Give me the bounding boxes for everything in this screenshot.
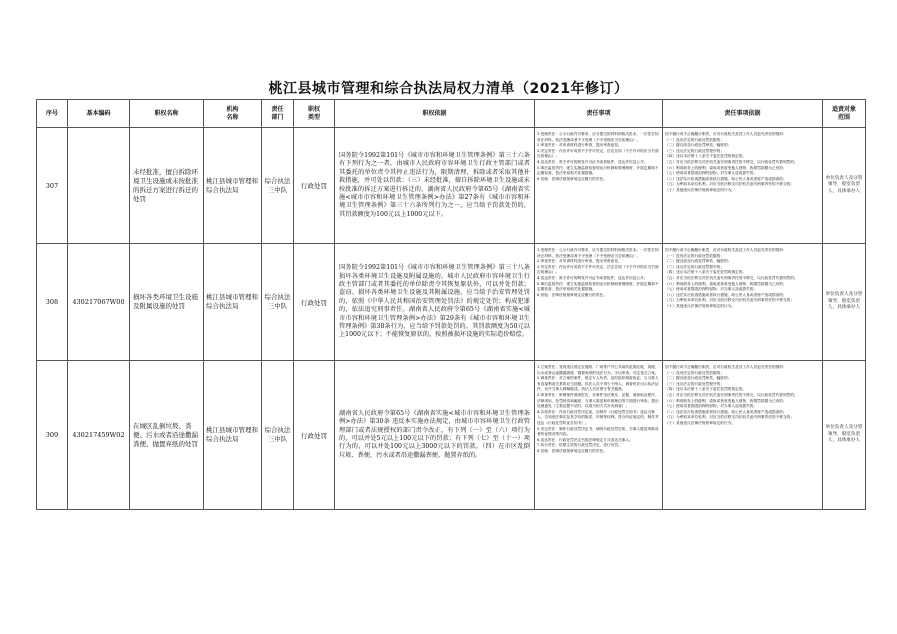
cell-obj: 单位负责人及分管领导，股室负责人，具体承办人 — [823, 361, 866, 510]
duty-basis-item: （八）违法实行检查措施或者执行措施，给公民人身或者财产造成损害的； — [665, 176, 787, 181]
duty-item: 6.送达责任：行政处罚决定书按法律规定方式送达当事人。 — [537, 437, 633, 442]
cell-seq: 309 — [37, 361, 68, 510]
duty-basis-item: （十）其他违反法律法规规章规定的行为。 — [665, 187, 736, 192]
cell-duty-basis — [663, 361, 823, 510]
duty-item: 8.其他：法律法规规章规定应履行的责任。 — [537, 448, 607, 453]
duty-basis-item: （五）对应当依法移交司法机关追究刑事责任的不移交，以行政处罚代替刑罚的； — [665, 159, 798, 164]
duty-basis-item: （九）为牟取本单位私利，对应当依法移交司法机关追究刑事责任的不移交的； — [665, 415, 795, 420]
cell-org: 桃江县城市管理和综合执法局 — [204, 128, 262, 244]
duty-basis-item: （三）违反法定的行政处罚程序的； — [665, 148, 724, 153]
cell-duty-basis — [663, 244, 823, 361]
duty-basis-item: （四）违反本法第十八条关于委托处罚的规定的。 — [665, 270, 747, 275]
duty-basis-item: （二）擅自改变行政处罚种类、幅度的； — [665, 376, 732, 381]
duty-basis-item: （二）擅自改变行政处罚种类、幅度的； — [665, 143, 732, 148]
duty-item: 7.执行责任：依照生效的行政处罚决定，进行处罚。 — [537, 443, 622, 448]
duty-item: 3.决定责任：作出许可或者不予许可决定，法定告知（不予许可的应当书面告知理由）。 — [537, 264, 659, 275]
duty-basis-item: 因不履行或不正确履行职责，应对行政机关及其工作人员追究责任的情形： — [665, 248, 787, 252]
duty-basis-item: （十）其他违反法律法规规章规定的行为。 — [665, 303, 736, 308]
cell-code: 430217459W02 — [68, 361, 130, 510]
cell-org: 桃江县城市管理和综合执法局 — [204, 244, 262, 361]
duty-item: 5.决定责任：制作行政处罚决定书，载明行政处罚告知、当事人陈述申辩或者听证情况等内容。 — [537, 426, 659, 437]
header-org: 机构 名称 — [204, 100, 262, 128]
header-code: 基本编码 — [68, 100, 130, 128]
duty-item: 6.其他：法律法规规章规定应履行的责任。 — [537, 292, 607, 297]
duty-basis-item: （一）没有法定的行政处罚依据的； — [665, 137, 724, 142]
duty-item: 3.决定责任：作出许可或者不予许可决定，法定告知（不予许可的应当书面告知理由）。 — [537, 148, 659, 159]
cell-name: 未经批准，擅自拆除环境卫生设施或未按批准的拆迁方案进行拆迁的处罚 — [130, 128, 204, 244]
duty-basis-item: （四）违反本法第十八条关于委托处罚的规定的。 — [665, 154, 747, 159]
cell-basis: 湖南省人民政府令第65号《湖南省实施<城市市容和环境卫生管理条例>办法》第30条 违反本实施办法规定，由城市市容环境卫生行政管理部门或者法规授权的部门责令改正，有下列（一）至（六）项行为的，可以并处5元以上100元以下的罚款；有下列（七）至（十一）项行为的，可以并处100元以上3000元以下的罚款。（四）在市区乱倒垃圾、粪便、污水或者沿途撒漏粪便、抛置弃纸的。 — [335, 361, 535, 510]
cell-unit: 综合执法三中队 — [262, 244, 294, 361]
duty-basis-item: （六）利用职务上的便利，索取或者收受他人财物、收缴罚款据为己有的； — [665, 165, 787, 170]
duty-item: 5.事后监管责任：建立实施监督检查的运行机制和管理制度，开展定期和不定期检查，依法采取相关处置措施。 — [537, 165, 659, 176]
duty-basis-item: （八）违法实行检查措施或者执行措施，给公民人身或者财产造成损害的； — [665, 292, 787, 297]
duty-item: 2.审查责任：对申请材料进行审查，提出审查意见。 — [537, 143, 622, 148]
duty-basis-item: （三）违反法定的行政处罚程序的； — [665, 264, 724, 269]
cell-obj: 单位负责人及分管领导，股室负责人，具体承办人 — [823, 128, 866, 244]
duty-basis-item: （六）利用职务上的便利，索取或者收受他人财物、收缴罚款据为己有的； — [665, 398, 787, 403]
header-seq: 序号 — [37, 100, 68, 128]
duty-basis-item: （一）没有法定的行政处罚依据的； — [665, 370, 724, 375]
duty-basis-item: （九）为牟取本单位私利，对应当依法移交司法机关追究刑事责任的不移交的； — [665, 182, 795, 187]
header-unit: 责任 部门 — [262, 100, 294, 128]
duty-basis-item: （四）违反本法第十八条关于委托处罚的规定的。 — [665, 387, 747, 392]
duty-item: 4.送达责任：准予许可的制发许可证书或者批件，送达并信息公开。 — [537, 275, 648, 280]
cell-code: 430217067W00 — [68, 244, 130, 361]
duty-basis-item: （五）对应当依法移交司法机关追究刑事责任的不移交，以行政处罚代替刑罚的； — [665, 392, 798, 397]
cell-duty — [535, 244, 663, 361]
cell-name: 在城区乱倒垃圾、粪便、污水或者沿途撒漏粪便、抛置弃纸的处罚 — [130, 361, 204, 510]
cell-code — [68, 128, 130, 244]
cell-basis: 国务院令1992第101号《城市市容和环境卫生管理条例》第三十八条 损坏各类环境卫生设施及附属设施的，城市人民政府市容环境卫生行政主管部门或者其委托的单位除责令其恢复原状外，可以并处罚款；盗窃、损坏各类环境卫生设施及其附属设施，应当给予治安管理处罚的，依照《中华人民共和国治安管理处罚法》的规定处罚；构成犯罪的，依法追究刑事责任。湖南省人民政府令第65号《湖南省实施<城市市容和环境卫生管理条例>办法》第29条有《城市市容和环境卫生管理条例》第38条行为，应当给予罚款处罚的，其罚款额度为50元以上1000元以下；不能恢复原状的，按照被损坏设施的实际造价赔偿。 — [335, 244, 535, 361]
cell-seq: 307 — [37, 128, 68, 244]
header-duty: 责任事项 — [535, 100, 663, 128]
duty-basis-item: （十）其他违反法律法规规章规定的行为。 — [665, 420, 736, 425]
header-duty-basis: 责任事项依据 — [663, 100, 823, 128]
duty-basis-item: 因不履行或不正确履行职责，应对行政机关及其工作人员追究责任的情形： — [665, 365, 787, 369]
cell-kind: 行政处罚 — [294, 244, 335, 361]
cell-seq: 308 — [37, 244, 68, 361]
cell-obj: 单位负责人及分管领导，股室负责人，具体承办人 — [823, 244, 866, 361]
duty-item: 4.送达责任：准予许可的制发许可证书或者批件，送达并信息公开。 — [537, 159, 648, 164]
duty-basis-item: （一）没有法定的行政处罚依据的； — [665, 253, 724, 258]
duty-item: 1.立案责任：发现违反规定在道路、广场等户外公共场所乱倒垃圾、粪便、污水或者沿途撒漏粪便、抛置弃纸的违法行为，予以审查，决定是否立案。 — [537, 365, 659, 375]
cell-kind: 行政处罚 — [294, 361, 335, 510]
cell-unit: 综合执法三中队 — [262, 361, 294, 510]
duty-basis-item: 因不履行或不正确履行职责，应对行政机关及其工作人员追究责任的情形： — [665, 132, 787, 136]
header-name: 职权名称 — [130, 100, 204, 128]
power-list-table — [36, 99, 866, 510]
duty-basis-item: （八）违法实行检查措施或者执行措施，给公民人身或者财产造成损害的； — [665, 409, 787, 414]
duty-basis-item: （九）为牟取本单位私利，对应当依法移交司法机关追究刑事责任的不移交的； — [665, 298, 795, 303]
cell-name: 损坏各类环境卫生设施及附属设施的处罚 — [130, 244, 204, 361]
cell-kind: 行政处罚 — [294, 128, 335, 244]
duty-item: 4.告知责任：作出行政处罚决定前，应制作《行政处罚告知书》送达当事人，告知违法事实及其享有的陈述、申辩等权利。符合听证规定的，制作并送达《行政处罚听证告知书》。 — [537, 409, 659, 425]
cell-org: 桃江县城市管理和综合执法局 — [204, 361, 262, 510]
duty-basis-item: （七）使用或者损毁扣押的财物，对当事人造成损失的； — [665, 404, 758, 409]
duty-item: 2.审查责任：对申请材料进行审查，提出审查意见。 — [537, 259, 622, 264]
cell-duty-basis — [663, 128, 823, 244]
table-row — [37, 128, 866, 244]
cell-unit: 综合执法三中队 — [262, 128, 294, 244]
duty-item: 1.受理责任：公示行政许可要求，应当提交的材料和格式范本，一次性告知补正材料，依法受理或者不予受理（不予受理应当告知理由）。 — [537, 248, 659, 258]
duty-item: 1.受理责任：公示行政许可要求，应当提交的材料和格式范本，一次性告知补正材料，依法受理或者不予受理（不予受理应当告知理由）。 — [537, 132, 659, 142]
cell-duty — [535, 128, 663, 244]
cell-basis: 国务院令1992第101号《城市市容和环境卫生管理条例》第三十六条有下列行为之一者，由城市人民政府市容环境卫生行政主管部门或者其委托的单位责令其停止违法行为，限期清理、拆除或者采取其他补救措施，并可处以罚款：（三）未经批准，擅自拆除环境卫生设施或未按批准的拆迁方案进行拆迁的。湖南省人民政府令第65号《湖南省实施<城市市容和环境卫生管理条例>办法》第27条有《城市市容和环境卫生管理条例》第三十六条所列行为之一，应当给予罚款处罚的，其罚款额度为100元以上1000元以下。 — [335, 128, 535, 244]
page-title: 桃江县城市管理和综合执法局权力清单（2021年修订） — [268, 81, 629, 97]
cell-duty — [535, 361, 663, 510]
header-obj: 追责对象 范围 — [823, 100, 866, 128]
duty-basis-item: （七）使用或者损毁扣押的财物，对当事人造成损失的； — [665, 171, 758, 176]
duty-basis-item: （六）利用职务上的便利，索取或者收受他人财物、收缴罚款据为己有的； — [665, 281, 787, 286]
duty-basis-item: （五）对应当依法移交司法机关追究刑事责任的不移交，以行政处罚代替刑罚的； — [665, 275, 798, 280]
duty-basis-item: （二）擅自改变行政处罚种类、幅度的； — [665, 259, 732, 264]
duty-item: 2.调查责任：对立案的案件，指定专人负责，及时组织调查取证，与当事人有直接利害关系的应当回避。执法人员不得少于两人，调查时应出示执法证件，允许当事人辩解陈述。执法人员应保守有关秘密。 — [537, 376, 659, 392]
table-row — [37, 244, 866, 361]
duty-basis-item: （七）使用或者损毁扣押的财物，对当事人造成损失的； — [665, 287, 758, 292]
header-basis: 职权依据 — [335, 100, 535, 128]
table-row — [37, 361, 866, 510]
duty-item: 5.事后监管责任：建立实施监督检查的运行机制和管理制度，开展定期和不定期检查，依法采取相关处置措施。 — [537, 281, 659, 292]
duty-item: 3.审查责任：审理案件调查报告，对案件违法事实、证据、调查取证程序、法律适用、处罚种类和幅度、当事人陈述和申辩理由等方面进行审查，提出处理意见（主要证据不足时，以适当的方式补充调查）。 — [537, 392, 659, 409]
duty-basis-item: （三）违反法定的行政处罚程序的； — [665, 381, 724, 386]
header-kind: 职权 类型 — [294, 100, 335, 128]
duty-item: 6.其他：法律法规规章规定应履行的责任。 — [537, 176, 607, 181]
table-header-row — [37, 100, 866, 128]
